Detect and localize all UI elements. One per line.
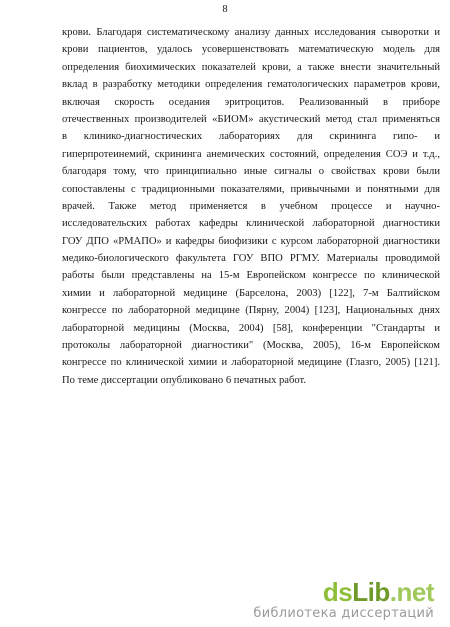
text-line: вклад в разработку методики определения гематологических параметров крови, xyxy=(62,79,440,91)
watermark-logo-part: ds xyxy=(322,577,353,607)
text-line: химии и лабораторной медицине (Барселона, 2003) [122], 7-м Балтийском xyxy=(62,287,440,299)
page-number: 8 xyxy=(222,4,228,15)
text-line: исследовательских работах кафедры клинической лабораторной диагностики xyxy=(62,218,440,230)
text-line: сопоставлены с традиционными показателями, привычными и понятными для xyxy=(62,183,440,195)
text-line: лабораторной медицины (Москва, 2004) [58], конференции "Стандарты и xyxy=(62,322,440,334)
text-line: гиперпротеинемий, скрининга анемических состояний, определения СОЭ и т.д., xyxy=(62,148,440,160)
body-text xyxy=(62,24,440,389)
text-line: крови. Благодаря систематическому анализу данных исследования сыворотки и xyxy=(62,27,440,38)
text-line: отечественных производителей «БИОМ» акустический метод стал применяться xyxy=(62,113,440,125)
text-line: ГОУ ДПО «РМАПО» и кафедры биофизики с курсом лабораторной диагностики xyxy=(62,235,440,247)
text-line: определения биохимических показателей крови, а также внести значительный xyxy=(62,61,440,73)
text-line: работы были представлены на 15-м Европейском конгрессе по клинической xyxy=(62,270,440,282)
watermark-logo-part: .net xyxy=(389,577,434,607)
text-line: По теме диссертации опубликовано 6 печатных работ. xyxy=(62,374,307,386)
text-line: включая скорость оседания эритроцитов. Реализованный в приборе xyxy=(62,96,440,108)
text-line: конгрессе по клинической химии и лабораторной медицине (Глазго, 2005) [121]. xyxy=(62,357,440,369)
text-line: протоколы лабораторной диагностики" (Москва, 2005), 16-м Европейском xyxy=(62,340,440,352)
text-line: благодаря тому, что принципиально иные сигналы о свойствах крови были xyxy=(62,166,440,178)
text-line: в клинико-диагностических лабораториях для скрининга гипо- и xyxy=(62,131,440,143)
text-line: крови пациентов, удалось усовершенствовать математическую модель для xyxy=(62,44,440,56)
text-line: конгрессе по лабораторной медицине (Пярну, 2004) [123], Национальных днях xyxy=(62,305,440,317)
watermark-logo-part: Lib xyxy=(352,577,390,607)
text-line: медико-биологического факультета ГОУ ВПО РГМУ. Материалы проводимой xyxy=(62,253,440,265)
watermark-subtitle: библиотека диссертаций xyxy=(253,606,434,621)
text-line: врачей. Также метод применяется в учебном процессе и научно- xyxy=(62,200,440,212)
watermark xyxy=(253,578,434,621)
watermark-logo xyxy=(253,578,434,606)
